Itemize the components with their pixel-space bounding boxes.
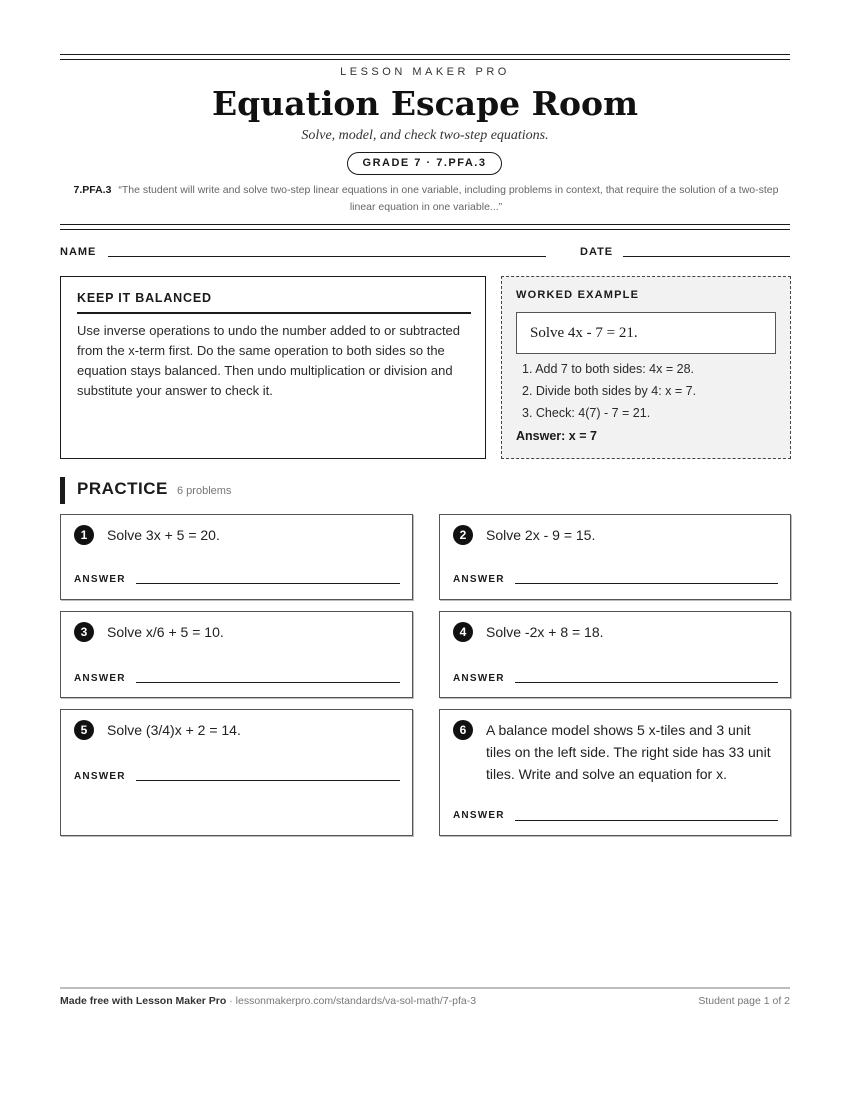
problem-text: Solve 3x + 5 = 20. [107,527,220,543]
answer-label: ANSWER [74,673,126,684]
name-field[interactable] [108,256,546,257]
problem-number: 1 [74,525,94,545]
answer-field[interactable] [136,682,400,683]
header-top-rule [60,54,790,60]
worked-example-panel [501,276,791,459]
standard-code: 7.PFA.3 [73,184,112,196]
practice-count: 6 problems [177,485,232,497]
worksheet-title: Equation Escape Room [211,84,638,123]
date-field[interactable] [623,256,790,257]
answer-field[interactable] [136,780,400,781]
answer-field[interactable] [515,583,778,584]
problem-card-2 [439,514,791,600]
answer-field[interactable] [515,682,778,683]
standard-statement [62,182,790,216]
problem-card-3 [60,611,413,698]
worked-example-equation: Solve 4x - 7 = 21. [516,312,776,354]
date-label: DATE [580,246,614,258]
footer-rule [60,987,790,989]
problem-text: Solve (3/4)x + 2 = 14. [107,722,241,738]
problem-number: 6 [453,720,473,740]
practice-title: PRACTICE [77,479,168,498]
problem-card-6 [439,709,791,836]
problem-number: 4 [453,622,473,642]
answer-label: ANSWER [74,771,126,782]
footer-credit [60,995,476,1007]
worksheet-subtitle: Solve, model, and check two-step equations. [301,128,549,143]
practice-accent-bar [60,477,65,504]
problem-number: 5 [74,720,94,740]
answer-label: ANSWER [453,574,505,585]
footer-url[interactable]: · lessonmakerpro.com/standards/va-sol-math/7-pfa-3 [229,995,477,1007]
brand-name: LESSON MAKER PRO [340,66,510,78]
keep-balanced-title: KEEP IT BALANCED [77,291,212,305]
keep-balanced-panel [60,276,486,459]
standard-text: “The student will write and solve two-step linear equations in one variable, including problems in context, that require the solution of a two-step linear equation in one variable...” [118,184,779,213]
answer-field[interactable] [136,583,400,584]
name-label: NAME [60,246,97,258]
worked-step: 1. Add 7 to both sides: 4x = 28. [522,362,694,376]
answer-field[interactable] [515,820,778,821]
problem-number: 2 [453,525,473,545]
problem-text: A balance model shows 5 x-tiles and 3 unit tiles on the left side. The right side has 33 unit tiles. Write and solve an equation for x. [486,722,771,782]
worked-step: 3. Check: 4(7) - 7 = 21. [522,406,651,420]
problem-text: Solve 2x - 9 = 15. [486,527,596,543]
answer-label: ANSWER [453,673,505,684]
worked-step: 2. Divide both sides by 4: x = 7. [522,384,697,398]
worked-example-answer: Answer: x = 7 [516,429,597,443]
problem-number: 3 [74,622,94,642]
problem-card-4 [439,611,791,698]
worked-example-title: WORKED EXAMPLE [516,289,640,301]
answer-label: ANSWER [453,810,505,821]
answer-label: ANSWER [74,574,126,585]
grade-badge: GRADE 7 · 7.PFA.3 [347,152,502,175]
header-bottom-rule [60,224,790,230]
problem-text: Solve -2x + 8 = 18. [486,624,604,640]
keep-balanced-text: Use inverse operations to undo the number added to or subtracted from the x-term first. Do the same operation to both sides so the equation stays balanced. Then undo multiplication or division and substitute your answer to check it. [77,323,461,398]
problem-card-5 [60,709,413,836]
worked-example-steps [522,358,696,424]
problem-text: Solve x/6 + 5 = 10. [107,624,224,640]
problem-card-1 [60,514,413,600]
keep-balanced-rule [77,312,471,314]
footer-page-number: Student page 1 of 2 [698,995,790,1007]
footer-made-with: Made free with Lesson Maker Pro [60,995,227,1007]
